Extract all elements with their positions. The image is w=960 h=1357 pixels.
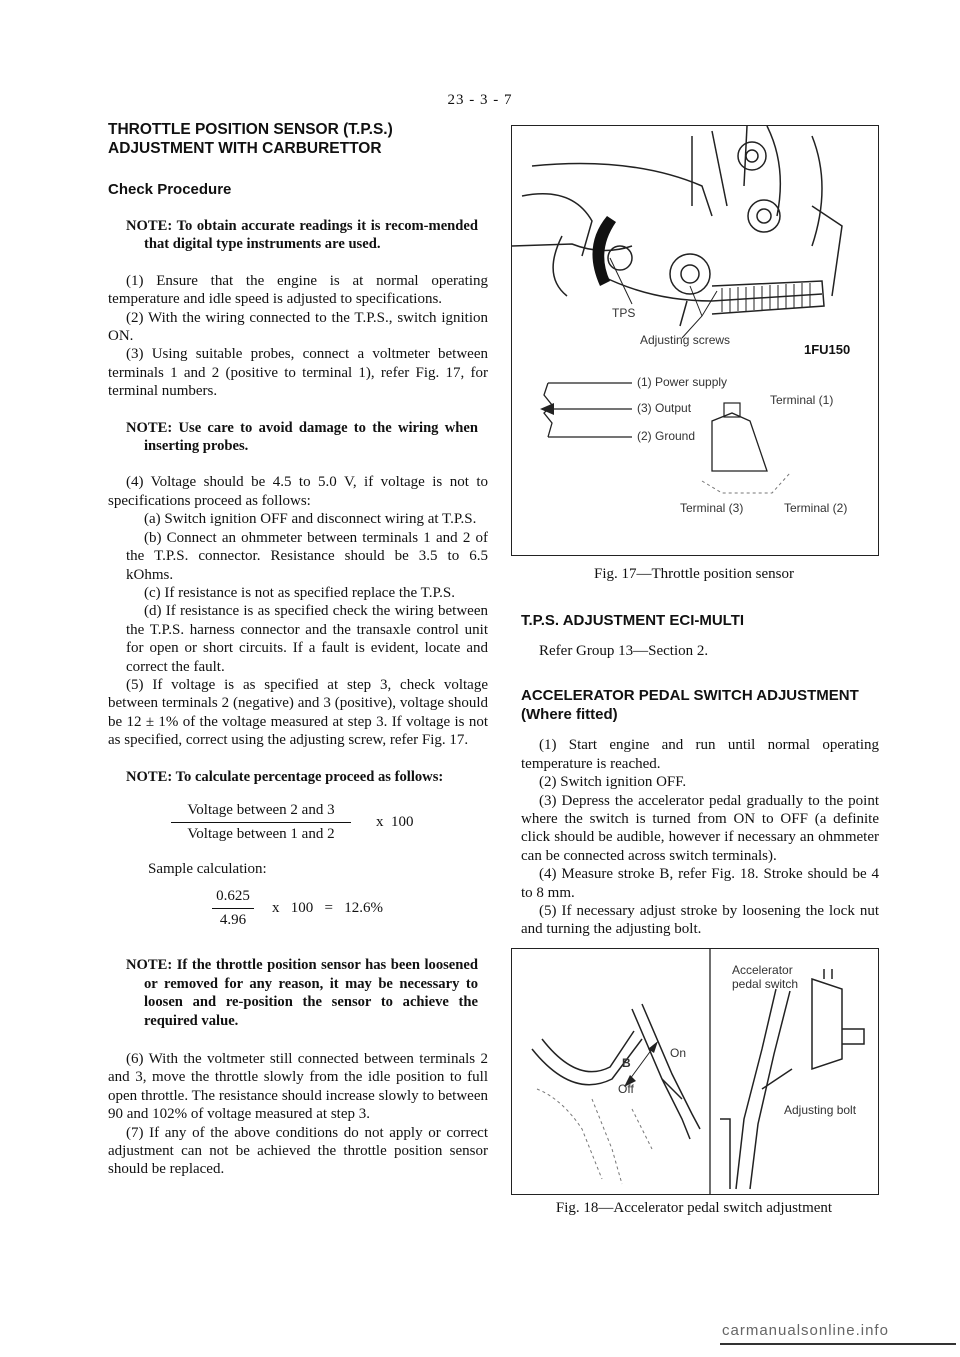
throttle-sensor-illustration: [512, 126, 878, 356]
adjusting-bolt-label: Adjusting bolt: [784, 1103, 857, 1117]
step-3: (3) Using suitable probes, connect a voltmeter between terminals 1 and 2 (positive to terminal 1), refer Fig. 17, for terminal numbers.: [108, 346, 488, 400]
sample-fraction-line: [212, 908, 254, 909]
wire-ground: (2) Ground: [637, 429, 696, 443]
step-1: (1) Ensure that the engine is at normal operating temperature and idle speed is adjusted to specifications.: [108, 272, 488, 308]
sample-formula: [108, 888, 488, 932]
stroke-b-label: B: [622, 1056, 631, 1070]
note-wiring-care: NOTE: Use care to avoid damage to the wiring when inserting probes.: [126, 419, 478, 455]
formula-numerator: Voltage between 2 and 3: [187, 801, 335, 818]
sample-numerator: 0.625: [216, 888, 250, 905]
step-4c: (c) If resistance is not as specified replace the T.P.S.: [144, 584, 456, 601]
fig17-caption: Fig. 17—Throttle position sensor: [594, 566, 794, 582]
accel-step-5: (5) If necessary adjust stroke by loosening the lock nut and turning the adjusting bolt.: [521, 903, 879, 938]
accel-switch-label-line1: Accelerator: [732, 963, 793, 977]
step-4d: (d) If resistance is as specified check the wiring between the T.P.S. harness connector and the transaxle control unit for open or short circuits. If a fault is evident, locate and correct the fault.: [126, 603, 488, 675]
fig18-box: [511, 948, 879, 1195]
note-digital-instruments: NOTE: To obtain accurate readings it is recom-mended that digital type instruments are used.: [126, 218, 478, 253]
formula-denominator: Voltage between 1 and 2: [187, 825, 335, 842]
tps-wiring-diagram: [512, 361, 878, 551]
step-2: (2) With the wiring connected to the T.P.S., switch ignition ON.: [108, 309, 488, 345]
right-column: [521, 611, 879, 939]
step-4: (4) Voltage should be 4.5 to 5.0 V, if voltage is not to specifications proceed as follows:: [108, 474, 488, 509]
adjusting-screws-label: Adjusting screws: [640, 333, 731, 347]
section-title-line2: ADJUSTMENT WITH CARBURETTOR: [108, 140, 382, 157]
step-5: (5) If voltage is as specified at step 3, check voltage between terminals 2 (negative) and 3 (positive), voltage should be 12 ± 1% of the voltage measured at step 3. If voltage is not as specified, correct using the adjusting screw, refer Fig. 17.: [108, 676, 488, 749]
step-7: (7) If any of the above conditions do not apply or correct adjustment can not be achieved the throttle position sensor should be replaced.: [108, 1124, 488, 1178]
tps-eci-multi-text: Refer Group 13—Section 2.: [539, 643, 709, 659]
sample-result: x 100 = 12.6%: [272, 900, 383, 917]
terminal-1-label: Terminal (1): [770, 393, 834, 407]
left-column: [108, 120, 488, 1179]
wire-output: (3) Output: [637, 401, 692, 415]
accel-pedal-heading-line1: ACCELERATOR PEDAL SWITCH ADJUSTMENT: [521, 687, 859, 705]
accel-step-2: (2) Switch ignition OFF.: [539, 774, 687, 791]
tps-label: TPS: [612, 306, 636, 320]
formula-multiplier: x 100: [376, 813, 414, 830]
accel-step-3: (3) Depress the accelerator pedal gradually to the point where the switch is turned from ON to OFF (a definite click should be audible, however if necessary an ohmmeter can be connected across switch terminals).: [521, 792, 879, 864]
terminal-3-label: Terminal (3): [680, 501, 744, 515]
accel-step-1: (1) Start engine and run until normal operating temperature is reached.: [521, 737, 879, 772]
pedal-on-label: On: [670, 1046, 687, 1060]
tps-eci-multi-heading: T.P.S. ADJUSTMENT ECI-MULTI: [521, 612, 745, 629]
pedal-off-label: Off: [618, 1082, 634, 1096]
accel-pedal-heading-line2: (Where fitted): [521, 706, 618, 724]
accelerator-pedal-illustration: [512, 949, 878, 1194]
terminal-2-label: Terminal (2): [784, 501, 848, 515]
percentage-formula: [108, 802, 488, 848]
accel-switch-label-line2: pedal switch: [732, 977, 799, 991]
footer-rule: [720, 1343, 956, 1345]
check-procedure-heading: Check Procedure: [108, 181, 232, 198]
step-6: (6) With the voltmeter still connected between terminals 2 and 3, move the throttle slowly from the idle position to full open throttle. The resistance should increase slowly to between 90 and 102% of voltage measured at step 3.: [108, 1051, 488, 1123]
note-reposition-sensor: NOTE: If the throttle position sensor has been loosened or removed for any reason, it may be necessary to loosen and re-position the sensor to achieve the required value.: [126, 957, 478, 1029]
formula-fraction-line: [171, 822, 351, 823]
page-number: 23 - 3 - 7: [447, 92, 513, 108]
fig17-id: 1FU150: [804, 342, 851, 357]
step-4b: (b) Connect an ohmmeter between terminals 1 and 2 of the T.P.S. connector. Resistance should be 3.5 to 6.5 kOhms.: [126, 529, 488, 583]
fig17-box: [511, 125, 879, 556]
sample-calculation-label: Sample calculation:: [148, 860, 267, 877]
footer-watermark: carmanualsonline.info: [722, 1322, 889, 1339]
step-4a: (a) Switch ignition OFF and disconnect wiring at T.P.S.: [144, 511, 477, 528]
sample-denominator: 4.96: [219, 912, 247, 929]
note-calculate-percentage: NOTE: To calculate percentage proceed as follows:: [126, 768, 444, 785]
wire-power-supply: (1) Power supply: [637, 375, 728, 389]
fig18-caption: Fig. 18—Accelerator pedal switch adjustment: [555, 1200, 833, 1216]
accel-step-4: (4) Measure stroke B, refer Fig. 18. Stroke should be 4 to 8 mm.: [521, 866, 879, 901]
section-title-line1: THROTTLE POSITION SENSOR (T.P.S.): [108, 121, 393, 138]
